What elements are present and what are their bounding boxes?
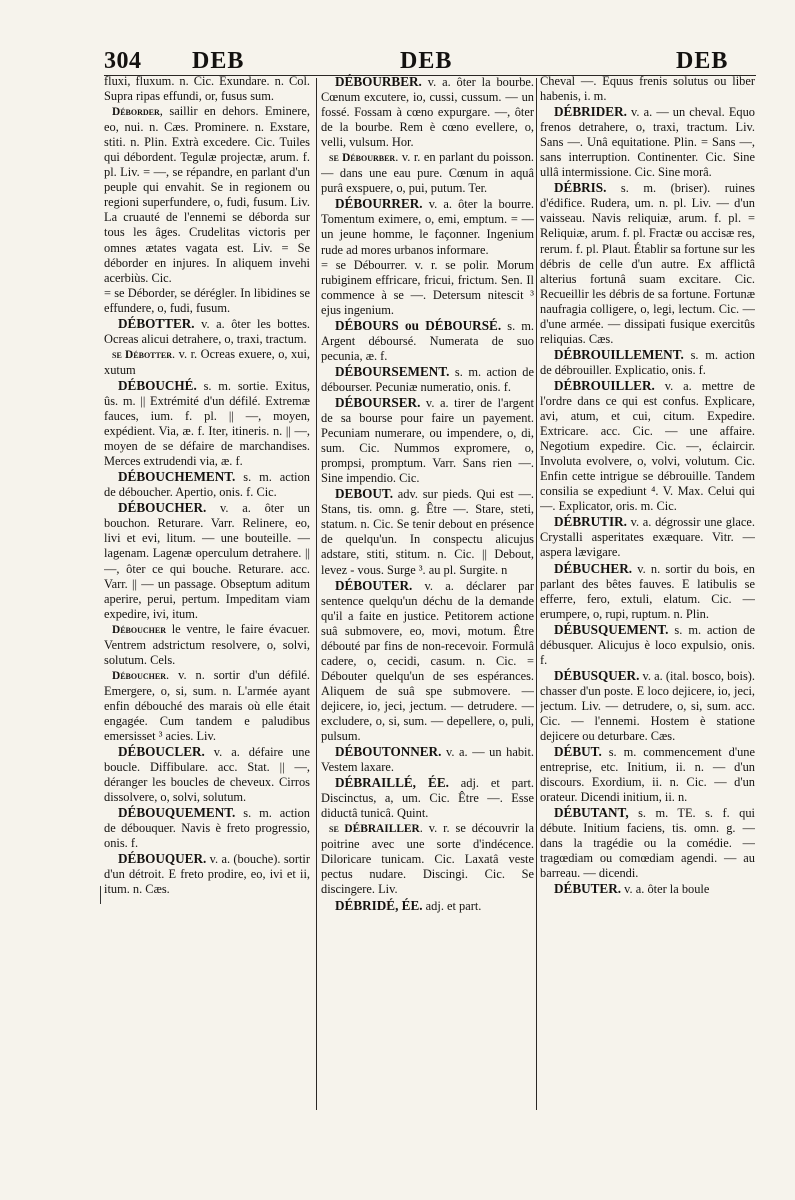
entry-headword: Déboucher: [112, 623, 167, 636]
entry-headword: DÉBUCHER.: [554, 560, 633, 576]
entry-headword: DÉBOURS ou DÉBOURSÉ.: [335, 317, 502, 333]
dictionary-entry: [540, 104, 755, 180]
dictionary-entry: [540, 622, 755, 668]
entry-definition: , saillir en dehors. Eminere, eo, nui. n. Cæs. Prominere. n. Exstare, stiti. n. Plin. Extrà excedere. Cic. Tuiles qui débordent. Tegulæ projectæ, arum. f. pl. Liv. = —, se répandre, en parlant d'un peuple qui envahit. Se in regionem ou regioni superfundere, o, fudi, fusum. Liv. La cruauté de l'ennemi se déborda sur tous les âges. Crudelitas victoris per omnes ætates vagata est. Liv. = Se déborder en injures. In aliquem invehi acerbiùs. Cic.: [104, 104, 310, 285]
entry-definition: v. a. (bouche). sortir d'un détroit. E freto prodire, eo, ivi et ii, itum. n. Cæs.: [104, 852, 310, 897]
entry-definition: s. m. commencement d'une entreprise, etc. Initium, ii. n. — d'un discours. Exordium, ii. n. Cic. — d'un orateur. Dicendi initium, ii. n.: [540, 745, 755, 805]
dictionary-entry: [540, 180, 755, 347]
dictionary-entry: [104, 378, 310, 469]
entry-headword: se Débotter: [112, 348, 172, 361]
page-number: 304: [104, 48, 142, 74]
dictionary-entry: [321, 395, 534, 486]
entry-definition: v. a. ôter la bourbe. Cœnum excutere, io, cussi, cussum. — un fossé. Fossam à cœno expurgare. —, ôter de la bourbe. Rem è cœno evellere, o, velli, vulsum. Hor.: [321, 75, 534, 150]
dictionary-entry: [321, 74, 534, 150]
dictionary-entry: [321, 486, 534, 577]
dictionary-entry: [104, 316, 310, 347]
entry-headword: DÉBRUTIR.: [554, 514, 627, 530]
entry-definition: Cheval —. Equus frenis solutus ou liber habenis, i. m.: [540, 74, 755, 104]
dictionary-entry: [540, 514, 755, 560]
dictionary-entry: [104, 469, 310, 500]
entry-headword: DÉBOUCHER.: [118, 500, 207, 516]
entry-headword: DÉBROUILLEMENT.: [554, 346, 684, 362]
entry-definition: s. m. action de déboucher. Apertio, onis. f. Cic.: [104, 470, 310, 500]
entry-headword: DÉBUTER.: [554, 881, 622, 897]
entry-headword: DÉBRIDÉ, ÉE.: [335, 897, 423, 913]
entry-headword: DÉBRIDER.: [554, 104, 627, 120]
dictionary-entry: [104, 668, 310, 744]
entry-definition: v. a. ôter la bourre. Tomentum eximere, o, emi, emptum. = — un jeune homme, le façonner. Ingenium rude ad mores urbanos informare.: [321, 197, 534, 257]
dictionary-entry: [321, 898, 534, 914]
entry-definition: . v. r. se découvrir la poitrine avec une sorte d'indécence. Diloricare tunicam. Cic. Laxatâ veste pectus nudare. Discingi. Cic. Se discingere. Liv.: [321, 821, 534, 897]
entry-headword: DÉBOURSER.: [335, 394, 421, 410]
dictionary-entry: [104, 286, 310, 316]
entry-definition: v. a. — un cheval. Equo frenos detrahere, o, traxi, tractum. Liv. Sans —. Unâ equitatione. Plin. = Sans —, sans interruption. Continenter. Cic. Sine ullâ intermissione. Cic. Sine morâ.: [540, 105, 755, 180]
entry-definition: le ventre, le faire évacuer. Ventrem adstrictum resolvere, o, solvi, solutum. Cels.: [104, 621, 310, 667]
entry-definition: = se Déborder, se dérégler. In libidines se effundere, o, fudi, fusum.: [104, 285, 310, 315]
entry-definition: = se Débourrer. v. r. se polir. Morum rubiginem effricare, fricui, frictum. Sen. Il commence à se —. Detersum nitescit ³ ejus ingenium.: [321, 257, 534, 317]
entry-definition: v. a. ôter la boule: [621, 882, 710, 897]
running-head-center: DEB: [400, 48, 453, 74]
dictionary-entry: [104, 104, 310, 286]
dictionary-entry: [104, 744, 310, 805]
dictionary-entry: [540, 744, 755, 805]
entry-definition: v. n. sortir du bois, en parlant des bêtes fauves. E latibulis se efferre, fero, extuli, elatum. Cic. — erumpere, o, rupi, ruptum. n. Plin.: [540, 561, 755, 621]
entry-headword: Déborder: [112, 106, 160, 119]
entry-headword: DÉBOUCHÉ.: [118, 377, 197, 393]
dictionary-entry: [540, 378, 755, 514]
dictionary-entry: [321, 150, 534, 196]
entry-definition: v. a. dégrossir une glace. Crystalli asperitates exæquare. Vitr. — aspera lævigare.: [540, 515, 755, 560]
entry-definition: adv. sur pieds. Qui est —. Stans, tis. omn. g. Être —. Stare, steti, statum. n. Cic. Se tenir debout en présence de quelqu'un. In conspectu alicujus adstare, stiti, stitum. n. Cic. || Debout, levez - vous. Surge ³. au pl. Surgite. n: [321, 487, 534, 577]
dictionary-column-1: [104, 74, 310, 1184]
entry-definition: adj. et part.: [422, 898, 482, 913]
entry-headword: DÉBUT.: [554, 744, 602, 760]
entry-definition: s. m. action de débourser. Pecuniæ numeratio, onis. f.: [321, 364, 534, 394]
dictionary-entry: [104, 805, 310, 851]
entry-headword: se DÉBRAILLER: [329, 823, 420, 836]
dictionary-entry: [540, 561, 755, 622]
entry-definition: v. a. défaire une boucle. Diffibulare. acc. Stat. || —, déranger les boucles de cheveux. Cirros dissolvere, o, solvi, solutum.: [104, 745, 310, 805]
dictionary-entry: [321, 196, 534, 257]
entry-definition: s. m. sortie. Exitus, ûs. m. || Extrémité d'un défilé. Extremæ fauces, ium. f. pl. || —, moyen, expédient. Via, æ. f. Iter, itineris. n. || —, moyen de se défaire de marchandises. Merces extrudendi via, æ. f.: [104, 378, 310, 469]
dictionary-entry: [540, 668, 755, 744]
entry-headword: DEBOUT.: [335, 486, 394, 502]
entry-definition: v. a. ôter un bouchon. Returare. Varr. Relinere, eo, livi et evi, litum. — une bouteille. — lagenam. Lagenæ operculum detrahere. ||—, ôter ce qui bouche. Returare. acc. Varr. || — un passage. Obseptum aditum aperire, perui, pertum. Impeditam viam expedire, ivi, itum.: [104, 501, 310, 621]
entry-headword: DÉBOUCHEMENT.: [118, 469, 236, 485]
entry-headword: DÉBOUQUER.: [118, 851, 207, 867]
dictionary-entry: [104, 347, 310, 378]
running-head-right: DEB: [676, 48, 729, 74]
dictionary-entry: [321, 744, 534, 775]
entry-definition: fluxi, fluxum. n. Cic. Exundare. n. Col. Supra ripas effundi, or, fusus sum.: [104, 74, 310, 104]
entry-headword: DÉBOUTER.: [335, 577, 413, 593]
margin-mark: [100, 886, 101, 904]
entry-definition: s. m. Argent déboursé. Numerata de suo pecunia, æ. f.: [321, 318, 534, 363]
page-header: [104, 48, 754, 76]
entry-definition: v. a. ôter les bottes. Ocreas alicui detrahere, o, traxi, tractum.: [104, 316, 310, 346]
entry-definition: adj. et part. Discinctus, a, um. Cic. Être —. Esse diductâ tunicâ. Quint.: [321, 776, 534, 821]
dictionary-entry: [104, 622, 310, 668]
entry-definition: v. a. — un habit. Vestem laxare.: [321, 745, 534, 775]
dictionary-entry: [540, 347, 755, 378]
entry-definition: v. a. mettre de l'ordre dans ce qui est confus. Explicare, avi, atum, et cui, citum. Expedire. Extricare. acc. Cic. — une affaire. Negotium expedire. Cic. —, éclaircir. Involuta evolvere, o, volvi, volutum. Cic. Enfin cette intrigue se débrouille. Tandem consilia se expediunt ⁴. V. Max. Celui qui —. Explicator, oris. m. Cic.: [540, 378, 755, 514]
column-divider-1: [316, 78, 317, 1110]
entry-definition: . v. r. en parlant du poisson. — dans une eau pure. Cœnum in aquâ purâ exspuere, o, pui, putum. Ter.: [321, 150, 534, 196]
column-divider-2: [536, 78, 537, 1110]
entry-definition: s. m. action de débrouiller. Explicatio, onis. f.: [540, 347, 755, 377]
entry-definition: s. m. TE. s. f. qui débute. Initium faciens, tis. omn. g. — dans la tragédie ou la comédie. — tragœdiam ou comœdiam agendi. — au barreau. — dicendi.: [540, 806, 755, 881]
dictionary-entry: [321, 258, 534, 318]
entry-headword: DÉBOTTER.: [118, 315, 195, 331]
entry-definition: . v. r. Ocreas exuere, o, xui, xutum: [104, 346, 310, 377]
dictionary-entry: [540, 805, 755, 881]
running-head-left: DEB: [192, 48, 245, 74]
dictionary-entry: [540, 74, 755, 104]
entry-definition: v. a. (ital. bosco, bois). chasser d'un poste. E loco dejicere, io, jeci, jectum. Liv. — detrudere, o, si, sum. acc. Cic. — l'ennemi. Hostem è statione dejicere ou deturbare. Cæs.: [540, 668, 755, 744]
dictionary-entry: [104, 74, 310, 104]
entry-headword: DÉBRAILLÉ, ÉE.: [335, 775, 449, 791]
entry-headword: DÉBROUILLER.: [554, 377, 655, 393]
entry-definition: v. a. déclarer par sentence quelqu'un déchu de la demande qu'il a faite en justice. Petitorem actione suâ submovere, eo, movi, motum. Être débouté par fins de non-recevoir. Formulâ cadere, o, cecidi, casum. n. Cic. = Débouter quelqu'un de ses espérances. Aliquem de suâ spe submovere. — dejicere, io, jeci, jectum. — detrudere. — excludere, o, si, sum. — depellere, o, puli, pulsum.: [321, 578, 534, 744]
entry-headword: DÉBUSQUEMENT.: [554, 621, 669, 637]
dictionary-entry: [321, 318, 534, 364]
entry-headword: DÉBOUTONNER.: [335, 744, 442, 760]
dictionary-entry: [321, 578, 534, 745]
entry-headword: DÉBUSQUER.: [554, 667, 640, 683]
dictionary-entry: [321, 775, 534, 821]
entry-headword: Déboucher: [112, 669, 167, 682]
entry-headword: DÉBOURBER.: [335, 74, 422, 89]
dictionary-entry: [540, 881, 755, 897]
dictionary-entry: [104, 500, 310, 621]
dictionary-entry: [104, 851, 310, 897]
entry-headword: DÉBOUCLER.: [118, 744, 205, 760]
entry-definition: . v. n. sortir d'un défilé. Emergere, o, si, sum. n. L'armée ayant enfin débouché des marais où elle était engagée. Cum tandem e paludibus emersisset ³ acies. Liv.: [104, 667, 310, 744]
entry-headword: se Débourber: [329, 152, 396, 165]
entry-definition: v. a. tirer de l'argent de sa bourse pour faire un payement. Pecuniam numerare, ou impendere, o, di, sum. Cic. Nummos expromere, o, prompsi, promptum. Varr. Sans rien —. Sine impendio. Cic.: [321, 395, 534, 486]
entry-definition: s. m. action de débouquer. Navis è freto progressio, onis. f.: [104, 806, 310, 851]
entry-definition: s. m. (briser). ruines d'édifice. Rudera, um. n. pl. Liv. — d'un vaisseau. Navis reliquiæ, arum. f. pl. = Reliquiæ, arum. f. pl. Fractæ ou accisæ res, rerum. f. pl. Plaut. Établir sa fortune sur les débris de celle d'un autre. Ex afflictâ alterius fortunâ suam excitare. Cic. Recueillir les débris de sa fortune. Fortunæ naufragia colligere, o, legi, lectum. Cic. — d'une armée. — dissipati fusique exercitûs reliquias. Cæs.: [540, 181, 755, 346]
entry-headword: DÉBRIS.: [554, 180, 607, 196]
entry-headword: DÉBOURRER.: [335, 196, 423, 212]
entry-headword: DÉBOURSEMENT.: [335, 363, 450, 379]
entry-headword: DÉBUTANT,: [554, 805, 629, 821]
dictionary-column-2: [321, 74, 534, 1184]
dictionary-entry: [321, 364, 534, 395]
entry-definition: s. m. action de débusquer. Alicujus è loco expulsio, onis. f.: [540, 622, 755, 667]
entry-headword: DÉBOUQUEMENT.: [118, 805, 236, 821]
dictionary-column-3: [540, 74, 755, 1184]
dictionary-entry: [321, 821, 534, 897]
